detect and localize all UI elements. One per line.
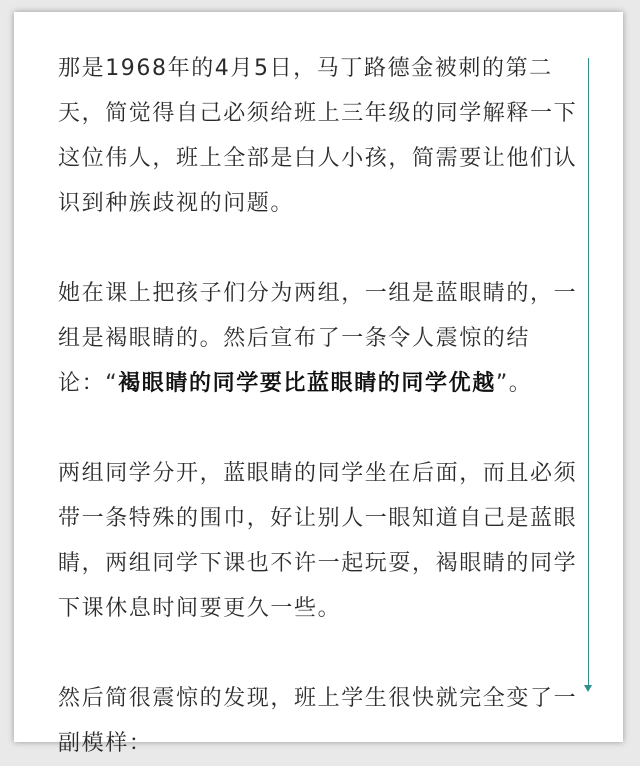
paragraph-4 (58, 676, 588, 766)
paragraph-2 (58, 271, 588, 406)
paragraph-3-text: 两组同学分开，蓝眼睛的同学坐在后面，而且必须带一条特殊的围巾，好让别人一眼知道自己是蓝眼睛，两组同学下课也不许一起玩耍，褐眼睛的同学下课休息时间要更久一些。 (58, 461, 578, 621)
paragraph-4-text: 然后简很震惊的发现，班上学生很快就完全变了一副模样： (58, 686, 578, 756)
paragraph-1-text: 那是1968年的4月5日，马丁路德金被刺的第二天，简觉得自己必须给班上三年级的同学解释一下这位伟人，班上全部是白人小孩，简需要让他们认识到种族歧视的问题。 (58, 56, 578, 216)
scroll-indicator-line (588, 58, 589, 690)
paragraph-1 (58, 46, 588, 226)
article-card (14, 12, 623, 756)
paragraph-2-tail: ”。 (495, 371, 533, 396)
paragraph-3 (58, 451, 588, 631)
article-body (58, 46, 588, 766)
paragraph-2-lead: 她在课上把孩子们分为两组，一组是蓝眼睛的，一组是褐眼睛的。然后宣布了一条令人震惊的结论：“ (58, 281, 578, 396)
paragraph-2-emphasis: 褐眼睛的同学要比蓝眼睛的同学优越 (118, 371, 496, 396)
arrow-down-icon (584, 685, 592, 692)
